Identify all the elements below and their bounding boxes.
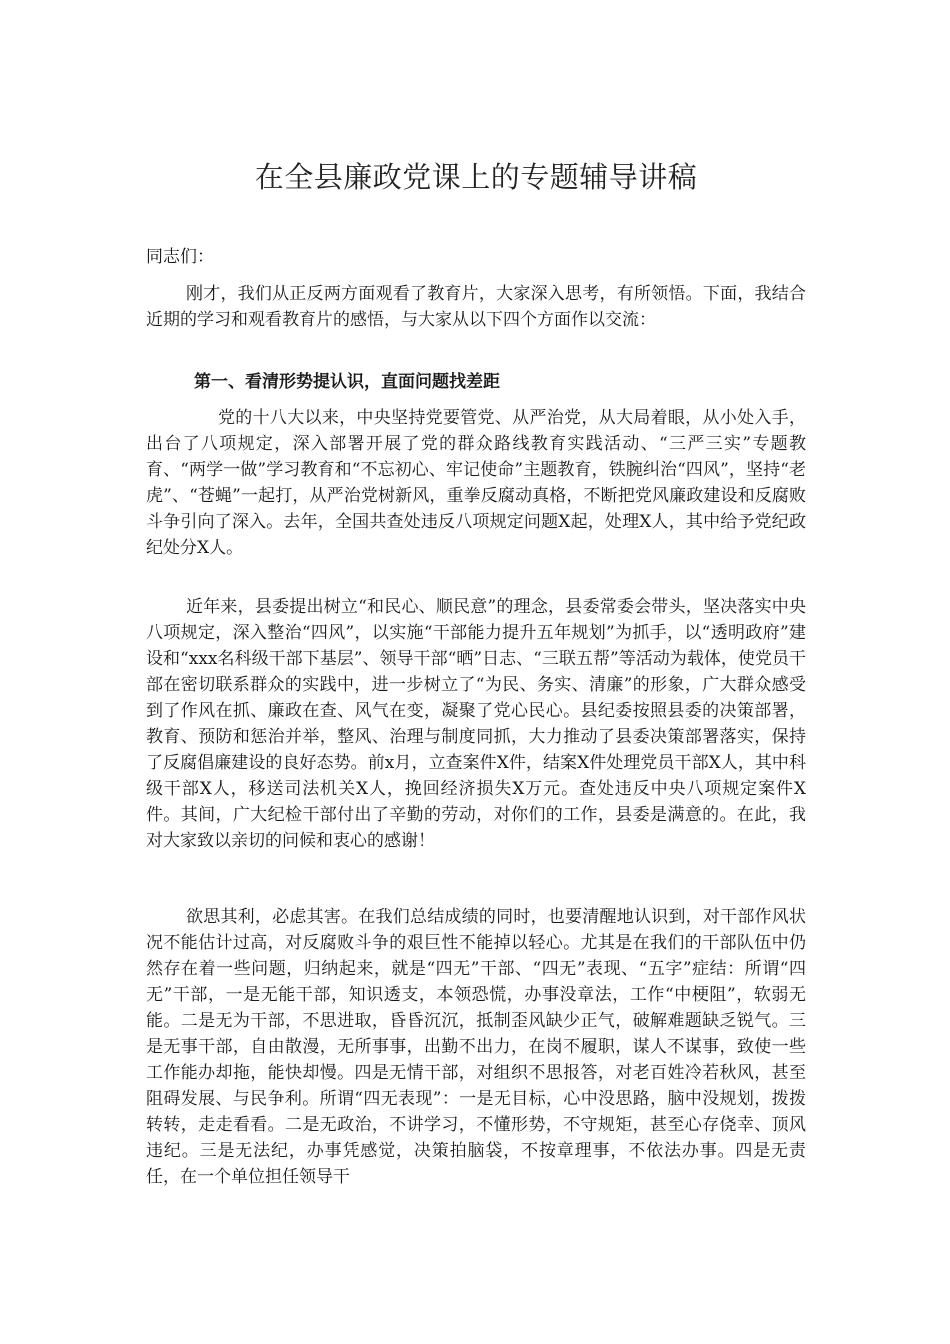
paragraph-county-achievements: 近年来，县委提出树立“和民心、顺民意”的理念，县委常委会带头，坚决落实中央八项规定，深入整治“四风”，以实施“干部能力提升五年规划”为抓手，以“透明政府”建设和“xxx名科级干部下基层”、领导干部“晒”日志、“三联五帮”等活动为载体，使党员干部在密切联系群众的实践中，进一步树立了“为民、务实、清廉”的形象，广大群众感受到了作风在抓、廉政在查、风气在变，凝聚了党心民心。县纪委按照县委的决策部署，教育、预防和惩治并举，整风、治理与制度同抓，大力推动了县委决策部署落实，保持了反腐倡廉建设的良好态势。前x月，立查案件X件，结案X件处理党员干部X人，其中科级干部X人，移送司法机关X人，挽回经济损失X万元。查处违反中央八项规定案件X件。其间，广大纪检干部付出了辛勤的劳动，对你们的工作，县委是满意的。在此，我对大家致以亲切的问候和衷心的感谢！ [146, 597, 806, 851]
paragraph-problems: 欲思其利，必虑其害。在我们总结成绩的同时，也要清醒地认识到，对干部作风状况不能估计过高，对反腐败斗争的艰巨性不能掉以轻心。尤其是在我们的干部队伍中仍然存在着一些问题，归纳起来，就是“四无”干部、“四无”表现、“五字”症结：所谓“四无”干部，一是无能干部，知识透支，本领恐慌，办事没章法，工作“中梗阻”，软弱无能。二是无为干部，不思进取，昏昏沉沉，抵制歪风缺少正气，破解难题缺乏锐气。三是无事干部，自由散漫，无所事事，出勤不出力，在岗不履职，谋人不谋事，致使一些工作能办却拖，能快却慢。四是无情干部，对组织不思报答，对老百姓冷若秋风，甚至阻碍发展、与民争利。所谓“四无表现”：一是无目标，心中没思路，脑中没规划，拨拨转转，走走看看。二是无政治，不讲学习，不懂形势，不守规矩，甚至心存侥幸、顶风违纪。三是无法纪，办事凭感觉，决策拍脑袋，不按章理事，不依法办事。四是无责任，在一个单位担任领导干 [146, 907, 806, 1187]
section-heading-1: 第一、看清形势提认识，直面问题找差距 [194, 372, 500, 392]
document-title: 在全县廉政党课上的专题辅导讲稿 [254, 160, 698, 194]
salutation: 同志们： [146, 247, 214, 267]
paragraph-intro: 刚才，我们从正反两方面观看了教育片，大家深入思考，有所领悟。下面，我结合近期的学习和观看教育片的感悟，与大家从以下四个方面作以交流： [146, 284, 806, 330]
paragraph-central-policy: 党的十八大以来，中央坚持党要管党、从严治党，从大局着眼，从小处入手，出台了八项规定，深入部署开展了党的群众路线教育实践活动、“三严三实”专题教育、“两学一做”学习教育和“不忘初心、牢记使命”主题教育，铁腕纠治“四风”，坚持“老虎”、“苍蝇”一起打，从严治党树新风，重拳反腐动真格，不断把党风廉政建设和反腐败斗争引向了深入。去年，全国共查处违反八项规定问题X起，处理X人，其中给予党纪政纪处分X人。 [146, 408, 806, 558]
